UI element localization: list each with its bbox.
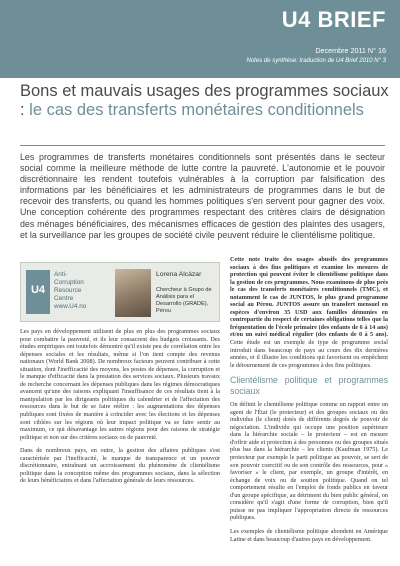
logo-line: Centre xyxy=(54,295,74,302)
u4-logo-icon: U4 xyxy=(26,270,50,314)
section-title: Clientélisme politique et programmes sociaux xyxy=(230,375,388,396)
paragraph: Les exemples de clientélisme politique abondent en Amérique Latine et dans beaucoup d'autres pays en développement. xyxy=(230,527,388,543)
left-column xyxy=(20,328,220,491)
header-banner xyxy=(0,0,400,78)
paragraph: Les pays en développement utilisent de plus en plus des programmes sociaux pour combattre la pauvreté, et ils leur consacrent des budgets croissants. Des études empiriques ont toutefois démontré qu'il existe peu de corrélation entre les dépenses sociales et les résultats, même si l'on tient compte des revenus nationaux (World Bank 2008). De nombreux facteurs peuvent contribuer à cette situation, dont l'inefficacité des moyens, les postes de dépenses, la corruption et le manque d'efficacité dans la prestation des services sociaux. Plusieurs travaux de recherche concernant les dépenses publiques dans les régimes démocratiques avancent qu'une des raisons expliquant l'insuffisance de ces résultats tient à la manipulation par les dirigeants politiques du calendrier et de l'affectation des ressources dans le but de se faire réélire : les augmentations des dépenses publiques sont fixées de manière à coïncider avec les élections et les dépenses sont ciblées sur les régions où leur impact politique va se faire sentir au maximum, ce qui désavantage les autres régions pour des raisons de stratégie politique et non sur des critères sociaux ou de pauvreté. xyxy=(20,328,220,441)
paragraph: On définit le clientélisme politique comme un rapport entre un agent de l'État (le protecteur) et des groupes sociaux ou des individus (le client) dotés de différents degrés de pouvoir de négociation. L'individu qui occupe une position supérieure dans la hiérarchie sociale – le protecteur – est en mesure d'offrir aide et protection à des personnes ou des groupes situés plus bas dans la hiérarchie – les clients (Kaufman 1975). Le protecteur par exemple le parti politique au pouvoir, se sert de son pouvoir coercitif ou de son contrôle des ressources, pour « favoriser » le client, par exemple, un groupe d'intérêt, en échange de voix ou de soutien politique. Quand on tel comportement résulte en l'emploi de fonds publics en faveur d'un groupe spécifique, au détriment du bien public général, on considère qu'il s'agit d'une forme de corruption, bien qu'il puisse ne pas impliquer l'appropriation directe de ressources publiques. xyxy=(230,401,388,522)
issue-date: Decembre 2011 N° 16 xyxy=(315,46,386,55)
paragraph xyxy=(230,256,388,369)
logo-line: Anti- xyxy=(54,271,68,278)
intro-summary: Les programmes de transferts monétaires conditionnels sont présentés dans le secteur social comme la meilleure méthode de lutte contre la pauvreté. L'autonomie et le pouvoir discrétionnaire les rendent toutefois vulnérables à la corruption par falsification des informations par les bénéficiaires et les administrateurs de programmes dans le but de recevoir des transferts, ou quand les hommes politiques s'en servent pour gagner des voix. Une conception cohérente des programmes respectant des critères clairs de désignation des ménages bénéficiaires, des mécanismes efficaces de gestion des plaintes des usagers, et la surveillance par les groupes de société civile peuvent réduire le clientélisme politique. xyxy=(20,152,385,240)
bold-intro-text: Cette note traite des usages abusifs des programmes sociaux à des fins politiques et examine les mesures de protection qui peuvent éviter le clientélisme politique dans la gestion de ces programmes. Nous examinons de plus près le cas des transferts monétaires conditionnels (TMC), et notamment le cas de JUNTOS, le plus grand programme social au Pérou. JUNTOS assure un transfert mensuel en espèces d'environ 35 USD aux familles démunies en contrepartie du respect de certaines obligations telles que la fréquentation de l'école primaire (des enfants de 6 à 14 ans) et/ou un suivi médical régulier (des enfants de 0 à 5 ans). xyxy=(230,256,388,339)
title-part-1: Bons et mauvais usages des programmes sociaux : xyxy=(20,82,389,119)
author-name: Lorena Alcázar xyxy=(156,271,202,278)
logo-text xyxy=(54,271,109,311)
document-title xyxy=(20,82,390,120)
logo-line: Corruption xyxy=(54,279,84,286)
issue-subtitle: Notes de synthèse: traduction de U4 Brief 2010 N° 3 xyxy=(246,58,386,64)
author-photo xyxy=(115,269,151,317)
paragraph: Dans de nombreux pays, en outre, la gestion des affaires publiques s'est caractérisée par l'inefficacité, le manque de transparence et un pouvoir discrétionnaire, entraînant un accroissement du phénomène de clientélisme politique dans la conception même des programmes sociaux, dans la sélection de leurs bénéficiaires et dans l'affectation générale de leurs ressources. xyxy=(20,447,220,485)
title-part-2: le cas des transferts monétaires conditionnels xyxy=(29,101,364,119)
title-divider xyxy=(20,145,385,146)
author-role: Chercheur à Grupo de Análisis para el Desarrollo (GRADE), Pérou xyxy=(156,287,212,314)
logo-url-link[interactable]: www.U4.no xyxy=(54,303,87,310)
brand-title: U4 BRIEF xyxy=(281,7,386,32)
logo-line: Resource xyxy=(54,287,82,294)
author-box xyxy=(20,262,220,322)
paragraph-tail: Cette étude est un exemple de type de programme social introduit dans beaucoup de pays au cours des dix dernières années, et il illustre les conditions qui favorisent ou empêchent le détournement de ces programmes à des fins politiques. xyxy=(230,339,388,369)
right-column xyxy=(230,256,388,549)
